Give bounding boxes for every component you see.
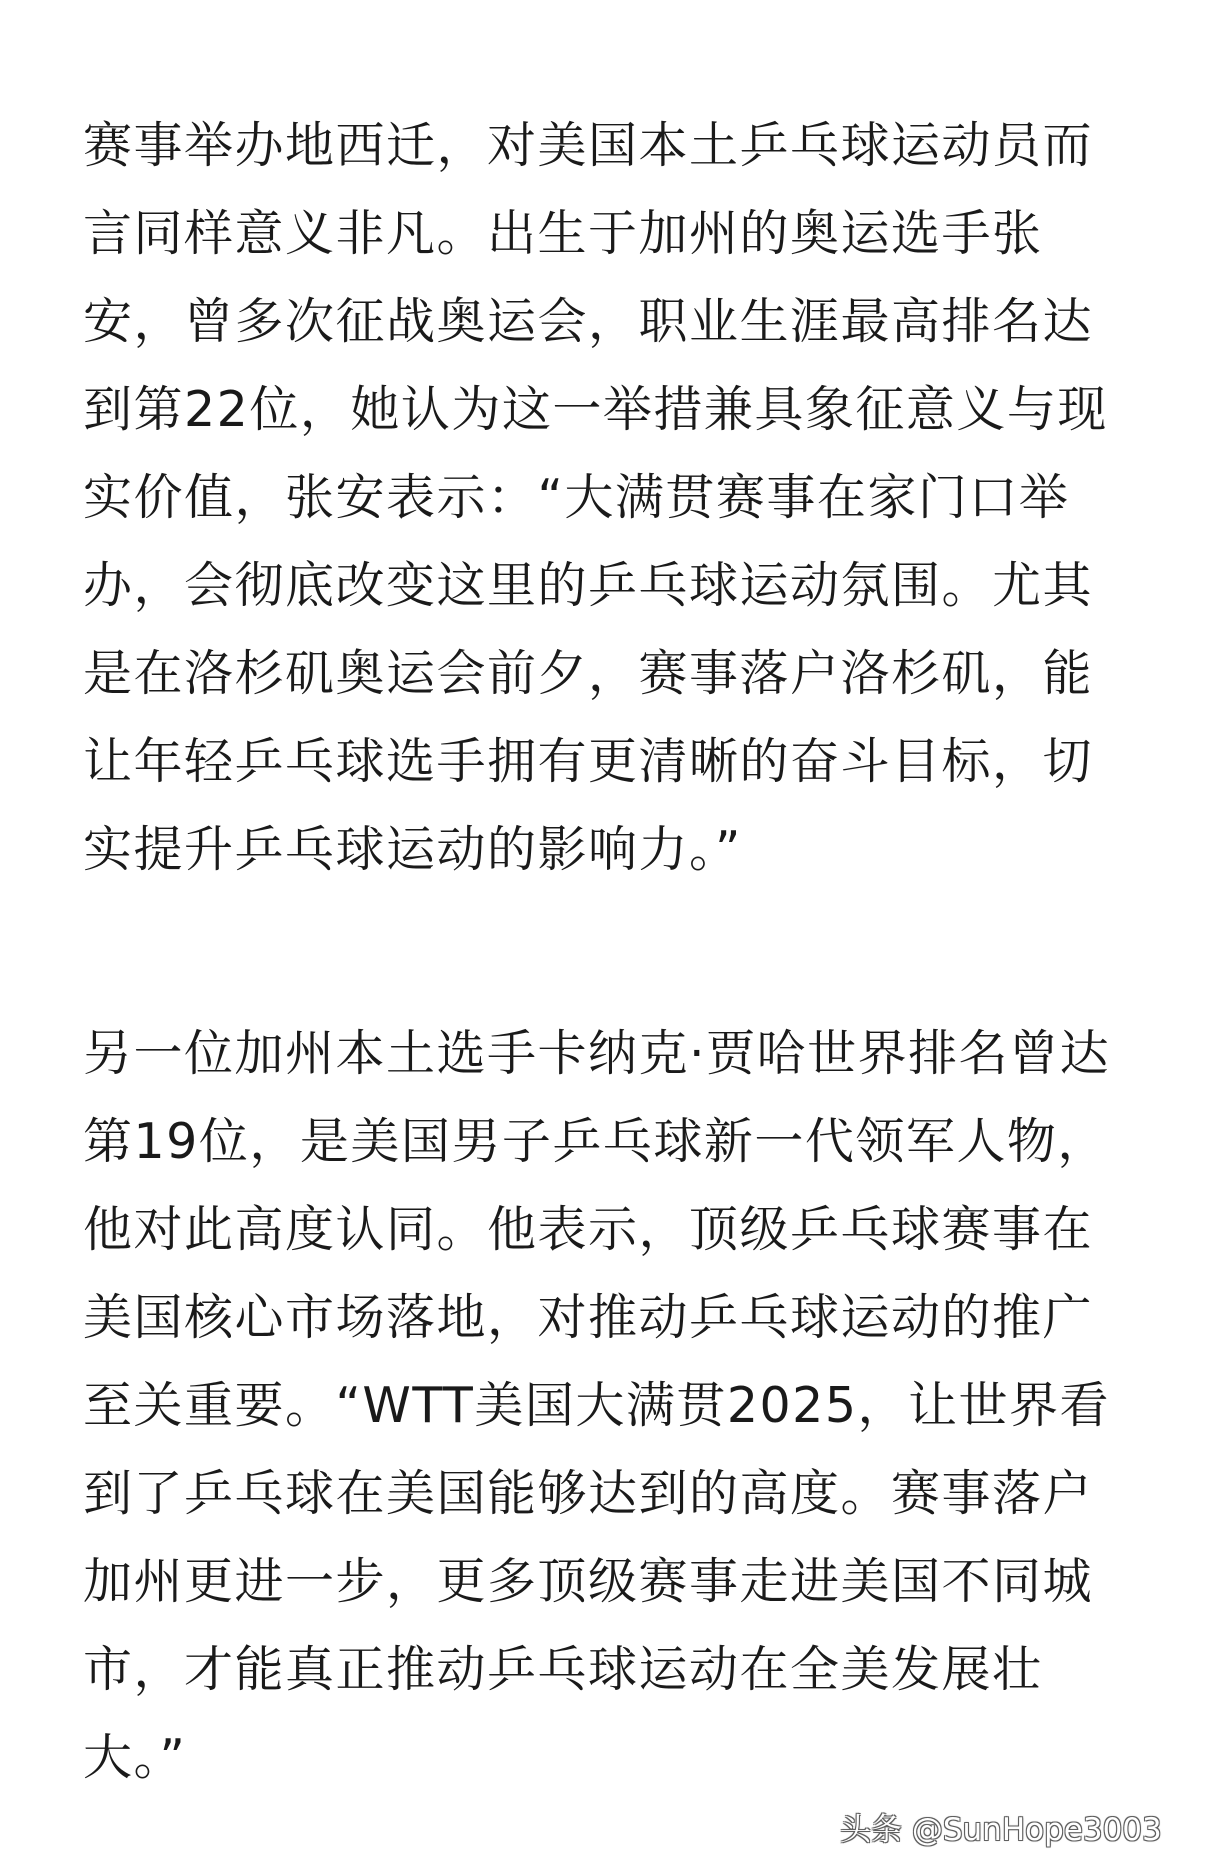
text-line: 言同样意义非凡。出生于加州的奥运选手张 (83, 205, 1043, 262)
text-line: 办，会彻底改变这里的乒乓球运动氛围。尤其 (83, 557, 1094, 614)
text-line: 实提升乒乓球运动的影响力。” (83, 821, 742, 878)
text-line: 美国核心市场落地，对推动乒乓球运动的推广 (83, 1289, 1094, 1346)
paragraph-2 (83, 1010, 1123, 1802)
paragraph-1 (83, 102, 1123, 894)
text-line: 安，曾多次征战奥运会，职业生涯最高排名达 (83, 293, 1094, 350)
text-line: 到了乒乓球在美国能够达到的高度。赛事落户 (83, 1465, 1094, 1522)
text-line: 大。” (83, 1729, 187, 1786)
text-line: 加州更进一步，更多顶级赛事走进美国不同城 (83, 1553, 1094, 1610)
text-line: 到第22位，她认为这一举措兼具象征意义与现 (83, 381, 1108, 438)
text-line: 赛事举办地西迁，对美国本土乒乓球运动员而 (83, 117, 1094, 174)
text-line: 另一位加州本土选手卡纳克·贾哈世界排名曾达 (83, 1025, 1111, 1082)
text-line: 是在洛杉矶奥运会前夕，赛事落户洛杉矶，能 (83, 645, 1094, 702)
text-line: 实价值，张安表示：“大满贯赛事在家门口举 (83, 469, 1070, 526)
watermark-label: 头条 @SunHope3003 (840, 1812, 1162, 1848)
text-line: 他对此高度认同。他表示，顶级乒乓球赛事在 (83, 1201, 1094, 1258)
text-line: 市，才能真正推动乒乓球运动在全美发展壮 (83, 1641, 1043, 1698)
paragraph-spacer (83, 894, 1123, 1010)
text-line: 第19位，是美国男子乒乓球新一代领军人物， (83, 1113, 1108, 1170)
article-body (83, 102, 1123, 1802)
text-line: 让年轻乒乓球选手拥有更清晰的奋斗目标，切 (83, 733, 1094, 790)
text-line: 至关重要。“WTT美国大满贯2025，让世界看 (83, 1377, 1111, 1434)
